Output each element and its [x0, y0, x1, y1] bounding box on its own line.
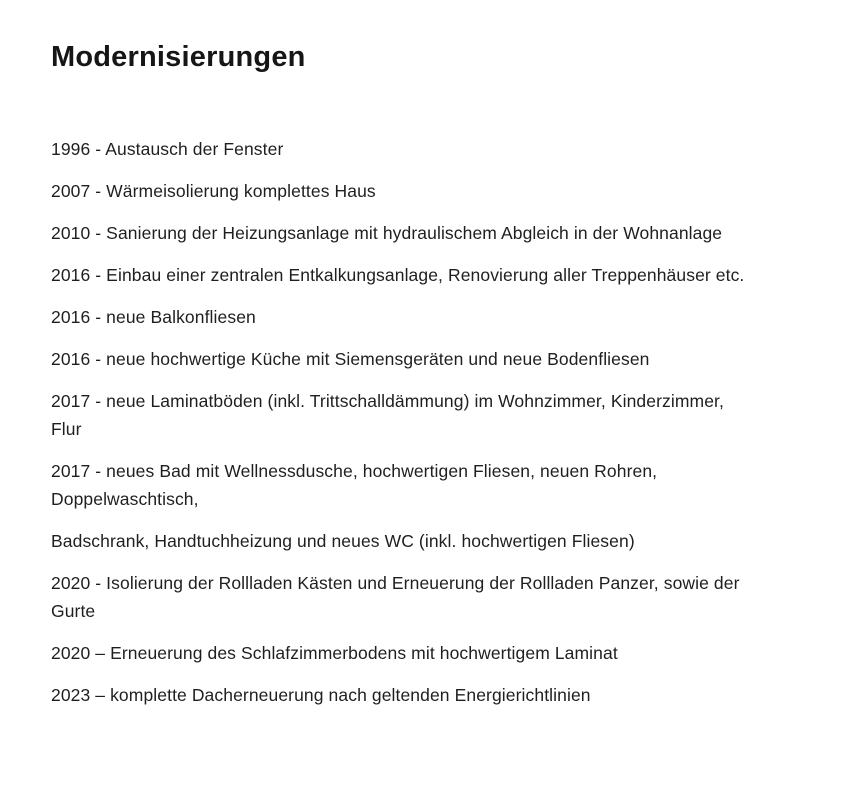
list-item — [51, 527, 796, 555]
list-item-text: 2023 – komplette Dacherneuerung nach geltenden Energierichtlinien — [51, 685, 591, 705]
modernization-list — [51, 135, 796, 709]
page-title: Modernisierungen — [51, 41, 306, 73]
list-item — [51, 457, 796, 513]
list-item — [51, 569, 796, 625]
list-item — [51, 135, 796, 163]
list-item — [51, 219, 796, 247]
list-item-text: 2017 - neue Laminatböden (inkl. Trittschalldämmung) im Wohnzimmer, Kinderzimmer, — [51, 391, 724, 411]
list-item-text: 2020 – Erneuerung des Schlafzimmerbodens mit hochwertigem Laminat — [51, 643, 618, 663]
list-item-text: 2007 - Wärmeisolierung komplettes Haus — [51, 181, 376, 201]
list-item — [51, 681, 796, 709]
list-item-text: 2020 - Isolierung der Rollladen Kästen und Erneuerung der Rollladen Panzer, sowie der — [51, 573, 740, 593]
list-item-text: Flur — [51, 419, 82, 439]
list-item-text: 1996 - Austausch der Fenster — [51, 139, 284, 159]
list-item-text: Gurte — [51, 601, 96, 621]
list-item-text: Badschrank, Handtuchheizung und neues WC (inkl. hochwertigen Fliesen) — [51, 531, 635, 551]
list-item-text: 2016 - neue hochwertige Küche mit Siemensgeräten und neue Bodenfliesen — [51, 349, 650, 369]
list-item-text: Doppelwaschtisch, — [51, 489, 199, 509]
list-item-text: 2010 - Sanierung der Heizungsanlage mit hydraulischem Abgleich in der Wohnanlage — [51, 223, 723, 243]
list-item — [51, 303, 796, 331]
list-item — [51, 261, 796, 289]
list-item — [51, 345, 796, 373]
list-item-text: 2017 - neues Bad mit Wellnessdusche, hochwertigen Fliesen, neuen Rohren, — [51, 461, 658, 481]
list-item — [51, 639, 796, 667]
list-item-text: 2016 - Einbau einer zentralen Entkalkungsanlage, Renovierung aller Treppenhäuser etc. — [51, 265, 745, 285]
list-item-text: 2016 - neue Balkonfliesen — [51, 307, 256, 327]
list-item — [51, 177, 796, 205]
list-item — [51, 387, 796, 443]
